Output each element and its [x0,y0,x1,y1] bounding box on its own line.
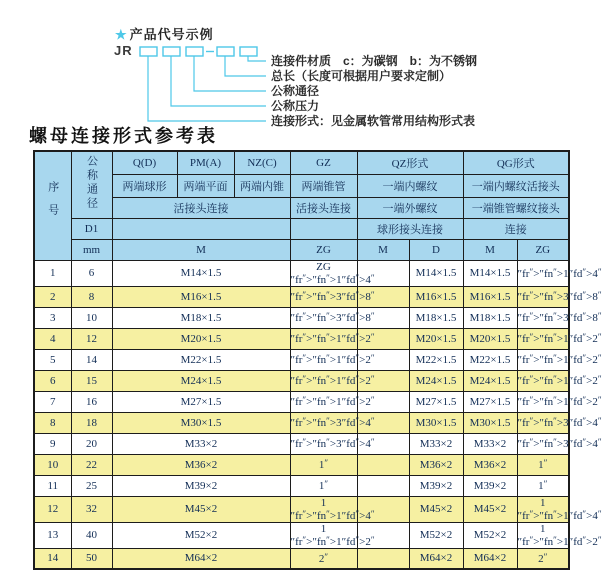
table-row [34,370,569,391]
cell-qg-m: M20×1.5 [463,328,517,349]
table-row [34,522,569,548]
cell-qz-d: M16×1.5 [409,286,463,307]
cell-qz-d: M18×1.5 [409,307,463,328]
header-gz-conn: 活接头连接 [290,197,357,218]
cell-qz-d: M20×1.5 [409,328,463,349]
cell-qg-zg: ″fr″>″fn″>3″fd″>4″ [517,412,569,433]
cell-qg-m: M18×1.5 [463,307,517,328]
cell-qg-m: M30×1.5 [463,412,517,433]
cell-qz-d: M36×2 [409,454,463,475]
cell-m: M18×1.5 [112,307,290,328]
cell-gz: ″fr″>″fn″>3″fd″>4″ [290,433,357,454]
cell-qz-m [357,548,409,569]
cell-qg-zg: 1″ [517,475,569,496]
cell-dn: 8 [71,286,112,307]
cell-qg-m: M22×1.5 [463,349,517,370]
cell-dn: 20 [71,433,112,454]
cell-gz: ZG ″fr″>″fn″>1″fd″>4″ [290,260,375,286]
cell-qz-d: M24×1.5 [409,370,463,391]
header-dn: 公称通径 [71,151,112,218]
nut-connection-table [33,150,602,570]
code-prefix: JR [114,43,133,58]
header-blank-gz [290,218,357,239]
header-qz-d: D [409,239,463,260]
cell-seq: 4 [34,328,71,349]
cell-seq: 12 [34,496,71,522]
cell-m: M22×1.5 [112,349,290,370]
cell-dn: 22 [71,454,112,475]
cell-m: M14×1.5 [112,260,290,286]
header-qg-conn: 连接 [463,218,569,239]
cell-dn: 16 [71,391,112,412]
cell-dn: 50 [71,548,112,569]
cell-m: M39×2 [112,475,290,496]
cell-gz: 2″ [290,548,357,569]
cell-qz-d: M33×2 [409,433,463,454]
cell-seq: 11 [34,475,71,496]
cell-qg-zg: ″fr″>″fn″>3″fd″>4″ [517,433,569,454]
cell-gz: ″fr″>″fn″>1″fd″>2″ [290,370,357,391]
cell-m: M24×1.5 [112,370,290,391]
cell-qz-d: M45×2 [409,496,463,522]
header-gz-desc: 两端锥管 [290,174,357,197]
cell-gz: ″fr″>″fn″>1″fd″>2″ [290,328,357,349]
header-col-qg: QG形式 [463,151,569,174]
cell-dn: 18 [71,412,112,433]
table-row [34,260,569,286]
cell-seq: 3 [34,307,71,328]
header-blank-left [112,218,290,239]
code-box-4 [217,47,234,56]
cell-dn: 40 [71,522,112,548]
cell-m: M16×1.5 [112,286,290,307]
cell-qg-m: M39×2 [463,475,517,496]
header-qg-m: M [463,239,517,260]
code-box-2 [163,47,180,56]
cell-seq: 6 [34,370,71,391]
cell-m: M27×1.5 [112,391,290,412]
table-row [34,475,569,496]
table-row [34,328,569,349]
code-box-1 [140,47,157,56]
header-union-conn: 活接头连接 [112,197,290,218]
cell-seq: 10 [34,454,71,475]
cell-m: M33×2 [112,433,290,454]
cell-qz-d: M64×2 [409,548,463,569]
header-m: M [112,239,290,260]
table-row [34,349,569,370]
header-mm: mm [71,239,112,260]
table-row [34,307,569,328]
header-qg-zg: ZG [517,239,569,260]
cell-dn: 14 [71,349,112,370]
header-qz-conn: 球形接头连接 [357,218,463,239]
cell-m: M36×2 [112,454,290,475]
table-row [34,433,569,454]
cell-m: M45×2 [112,496,290,522]
header-qg-desc1: 一端内螺纹活接头 [463,174,569,197]
header-q-desc: 两端球形 [112,174,177,197]
cell-m: M64×2 [112,548,290,569]
cell-gz: 1 ″fr″>″fn″>1″fd″>4″ [290,496,375,522]
cell-gz: ″fr″>″fn″>1″fd″>2″ [290,349,357,370]
cell-seq: 13 [34,522,71,548]
header-col-nz: NZ(C) [234,151,290,174]
label-length: 总长（长度可根据用户要求定制） [271,69,452,83]
cell-dn: 10 [71,307,112,328]
cell-qg-m: M27×1.5 [463,391,517,412]
table-row [34,391,569,412]
cell-qz-d: M30×1.5 [409,412,463,433]
connector-line-pressure [171,56,266,106]
cell-dn: 15 [71,370,112,391]
cell-qg-m: M36×2 [463,454,517,475]
connector-line-material [248,56,266,61]
cell-gz: 1″ [290,454,357,475]
cell-qz-d: M14×1.5 [409,260,463,286]
cell-qg-m: M64×2 [463,548,517,569]
cell-qg-zg: ″fr″>″fn″>3″fd″>8″ [517,307,569,328]
cell-qg-zg: ″fr″>″fn″>1″fd″>2″ [517,391,569,412]
cell-qg-m: M16×1.5 [463,286,517,307]
cell-seq: 2 [34,286,71,307]
cell-gz: ″fr″>″fn″>3″fd″>8″ [290,286,357,307]
header-qz-desc2: 一端外螺纹 [357,197,463,218]
cell-qg-zg: 1 ″fr″>″fn″>1″fd″>4″ [517,496,602,522]
table-row [34,496,569,522]
cell-qg-m: M24×1.5 [463,370,517,391]
header-d1: D1 [71,218,112,239]
cell-seq: 9 [34,433,71,454]
cell-qg-zg: ″fr″>″fn″>1″fd″>2″ [517,328,569,349]
cell-m: M52×2 [112,522,290,548]
header-qz-m: M [357,239,409,260]
cell-qg-zg: ″fr″>″fn″>3″fd″>8″ [517,286,569,307]
cell-seq: 1 [34,260,71,286]
cell-gz: 1 ″fr″>″fn″>1″fd″>2″ [290,522,375,548]
cell-m: M20×1.5 [112,328,290,349]
cell-qz-d: M39×2 [409,475,463,496]
header-qg-desc2: 一端锥管螺纹接头 [463,197,569,218]
cell-qz-d: M52×2 [409,522,463,548]
cell-qz-d: M22×1.5 [409,349,463,370]
label-pressure: 公称压力 [271,99,320,113]
cell-seq: 14 [34,548,71,569]
header-nz-desc: 两端内锥 [234,174,290,197]
cell-dn: 6 [71,260,112,286]
cell-qg-zg: ″fr″>″fn″>1″fd″>2″ [517,349,569,370]
cell-gz: 1″ [290,475,357,496]
cell-qg-zg: ″fr″>″fn″>1″fd″>4″ [517,260,569,286]
header-pm-desc: 两端平面 [177,174,234,197]
cell-seq: 7 [34,391,71,412]
cell-qg-m: M45×2 [463,496,517,522]
cell-m: M30×1.5 [112,412,290,433]
cell-qz-m [357,475,409,496]
header-col-q: Q(D) [112,151,177,174]
cell-qg-zg: ″fr″>″fn″>1″fd″>2″ [517,370,569,391]
cell-qg-zg: 1 ″fr″>″fn″>1″fd″>2″ [517,522,602,548]
header-col-qz: QZ形式 [357,151,463,174]
label-form: 连接形式：见金属软管常用结构形式表 [271,114,476,128]
cell-dn: 12 [71,328,112,349]
cell-seq: 5 [34,349,71,370]
code-box-5 [240,47,257,56]
cell-qz-d: M27×1.5 [409,391,463,412]
table-row [34,548,569,569]
label-material: 连接件材质 c：为碳钢 b：为不锈钢 [271,54,478,68]
table-row [34,412,569,433]
connector-line-length [225,56,266,76]
cell-gz: ″fr″>″fn″>3″fd″>4″ [290,412,357,433]
header-qz-desc1: 一端内螺纹 [357,174,463,197]
cell-qz-m [357,454,409,475]
header-seq: 序号 [34,151,71,260]
cell-qg-m: M33×2 [463,433,517,454]
label-diameter: 公称通径 [271,84,320,98]
cell-gz: ″fr″>″fn″>1″fd″>2″ [290,391,357,412]
code-box-3 [186,47,203,56]
cell-dn: 32 [71,496,112,522]
star-icon: ★ [115,27,128,42]
table-title: 螺母连接形式参考表 [29,126,218,147]
table-row [34,454,569,475]
header-col-gz: GZ [290,151,357,174]
cell-dn: 25 [71,475,112,496]
header-zg: ZG [290,239,357,260]
diagram-title-text: 产品代号示例 [129,27,214,42]
connector-line-form [148,56,266,121]
cell-seq: 8 [34,412,71,433]
table-row [34,286,569,307]
cell-qg-zg: 2″ [517,548,569,569]
cell-qg-m: M14×1.5 [463,260,517,286]
cell-gz: ″fr″>″fn″>3″fd″>8″ [290,307,357,328]
cell-qg-zg: 1″ [517,454,569,475]
header-col-pm: PM(A) [177,151,234,174]
cell-qg-m: M52×2 [463,522,517,548]
